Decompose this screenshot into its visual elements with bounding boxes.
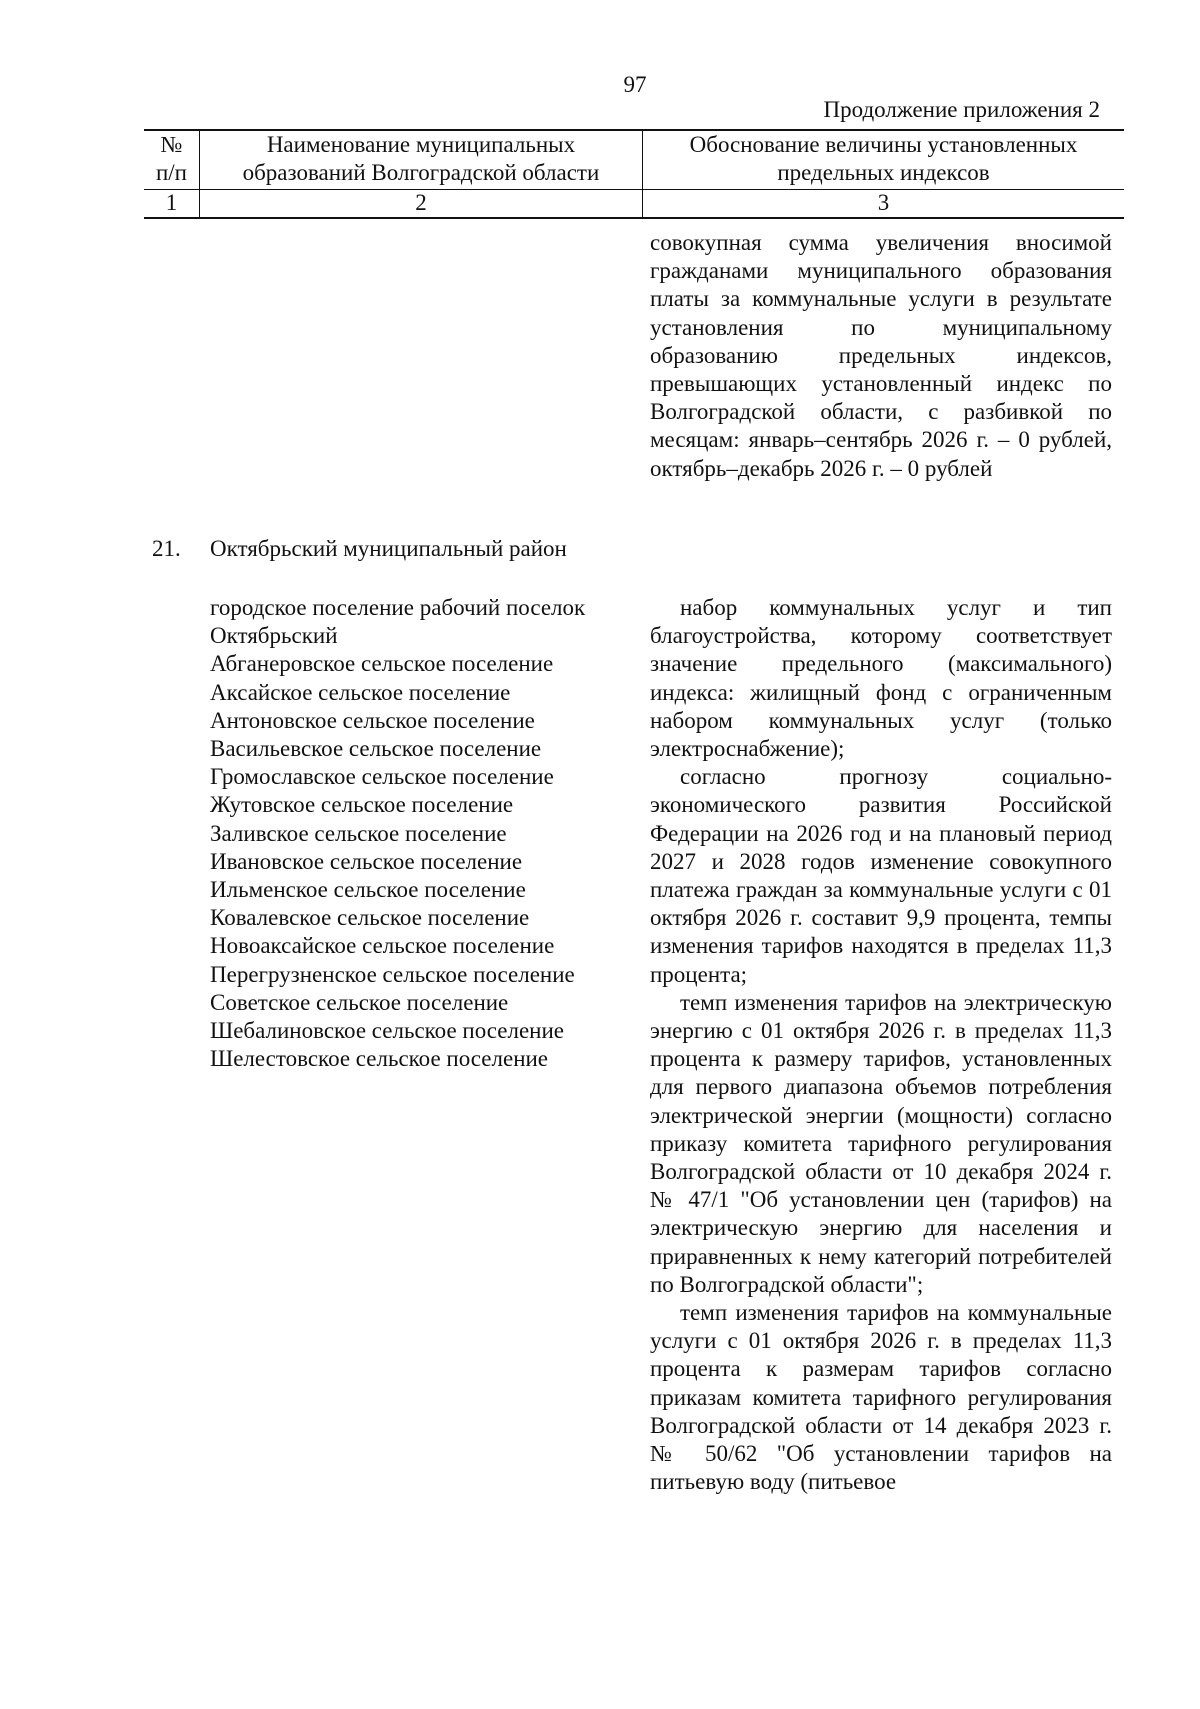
- settlement-list: [210, 594, 640, 1073]
- page-number: 97: [623, 72, 647, 97]
- header-col-justification-line2: предельных индексов: [777, 160, 990, 185]
- header-col-name-line2: образований Волгоградской области: [242, 160, 600, 185]
- settlement-item: Новоаксайское сельское поселение: [210, 933, 555, 959]
- row-number: 21.: [152, 536, 181, 561]
- continuation-label: Продолжение приложения 2: [823, 97, 1100, 122]
- settlement-item: Антоновское сельское поселение: [210, 707, 535, 733]
- settlement-item: Шебалиновское сельское поселение: [210, 1018, 565, 1044]
- header-col-justification-line1: Обоснование величины установленных: [689, 132, 1078, 157]
- settlement-item: Заливское сельское поселение: [210, 820, 507, 846]
- justification-paragraph: темп изменения тарифов на коммунальные услуги с 01 октября 2026 г. в пределах 11,3 процента к размерам тарифов согласно приказам комитета тарифного регулирования Волгоградской области от 14 декабря 2023 г. № 50/62 "Об установлении тарифов на питьевую воду (питьевое: [650, 1300, 1112, 1495]
- previous-row-justification: совокупная сумма увеличения вносимой гражданами муниципального образования платы за коммунальные услуги в результате установления по муниципальному образованию предельных индексов, превышающих установленный индекс по Волгоградской области, с разбивкой по месяцам: январь–сентябрь 2026 г. – 0 рублей, октябрь–декабрь 2026 г. – 0 рублей: [650, 230, 1112, 481]
- settlement-item: Васильевское сельское поселение: [210, 736, 542, 762]
- settlement-item: Шелестовское сельское поселение: [210, 1046, 549, 1072]
- column-number-2: 2: [199, 190, 642, 219]
- settlement-item: Абганеровское сельское поселение: [210, 651, 554, 677]
- justification-paragraph: набор коммунальных услуг и тип благоустройства, которому соответствует значение предельного (максимального) индекса: жилищный фонд с ограниченным набором коммунальных услуг (только электроснабжение);: [650, 595, 1112, 762]
- header-col-justification: [643, 130, 1124, 190]
- settlement-item: Ковалевское сельское поселение: [210, 905, 530, 931]
- column-number-1: 1: [144, 190, 199, 219]
- justification-paragraph: согласно прогнозу социально-экономического развития Российской Федерации на 2026 год и на плановый период 2027 и 2028 годов изменение совокупного платежа граждан за коммунальные услуги с 01 октября 2026 г. составит 9,9 процента, темпы изменения тарифов находятся в пределах 11,3 процента;: [650, 764, 1112, 987]
- table-header: [144, 129, 1124, 219]
- settlement-item: Жутовское сельское поселение: [210, 792, 514, 818]
- header-col-name: [199, 130, 642, 190]
- header-col-number: [144, 130, 199, 190]
- settlement-item: Перегрузненское сельское поселение: [210, 961, 575, 987]
- header-col-name-line1: Наименование муниципальных: [266, 132, 576, 157]
- justification-paragraph: темп изменения тарифов на электрическую энергию с 01 октября 2026 г. в пределах 11,3 процента к размеру тарифов, установленных для первого диапазона объемов потребления электрической энергии (мощности) согласно приказу комитета тарифного регулирования Волгоградской области от 10 декабря 2024 г. № 47/1 "Об установлении цен (тарифов) на электрическую энергию для населения и приравненных к нему категорий потребителей по Волгоградской области";: [650, 989, 1112, 1297]
- settlement-item: Ивановское сельское поселение: [210, 848, 523, 874]
- settlement-item: Советское сельское поселение: [210, 989, 509, 1015]
- settlement-item: Ильменское сельское поселение: [210, 877, 526, 903]
- column-number-3: 3: [643, 190, 1124, 219]
- header-col-number-line1: №: [160, 132, 183, 157]
- settlement-item: Громославское сельское поселение: [210, 764, 554, 790]
- settlement-item: Аксайское сельское поселение: [210, 679, 511, 705]
- table-header-row: [144, 130, 1124, 190]
- settlement-item: городское поселение рабочий поселок Октябрьский: [210, 595, 586, 649]
- header-col-number-line2: п/п: [155, 160, 187, 185]
- table-column-numbers-row: [144, 190, 1124, 219]
- row-justification: [650, 594, 1112, 1497]
- district-name: Октябрьский муниципальный район: [210, 536, 567, 561]
